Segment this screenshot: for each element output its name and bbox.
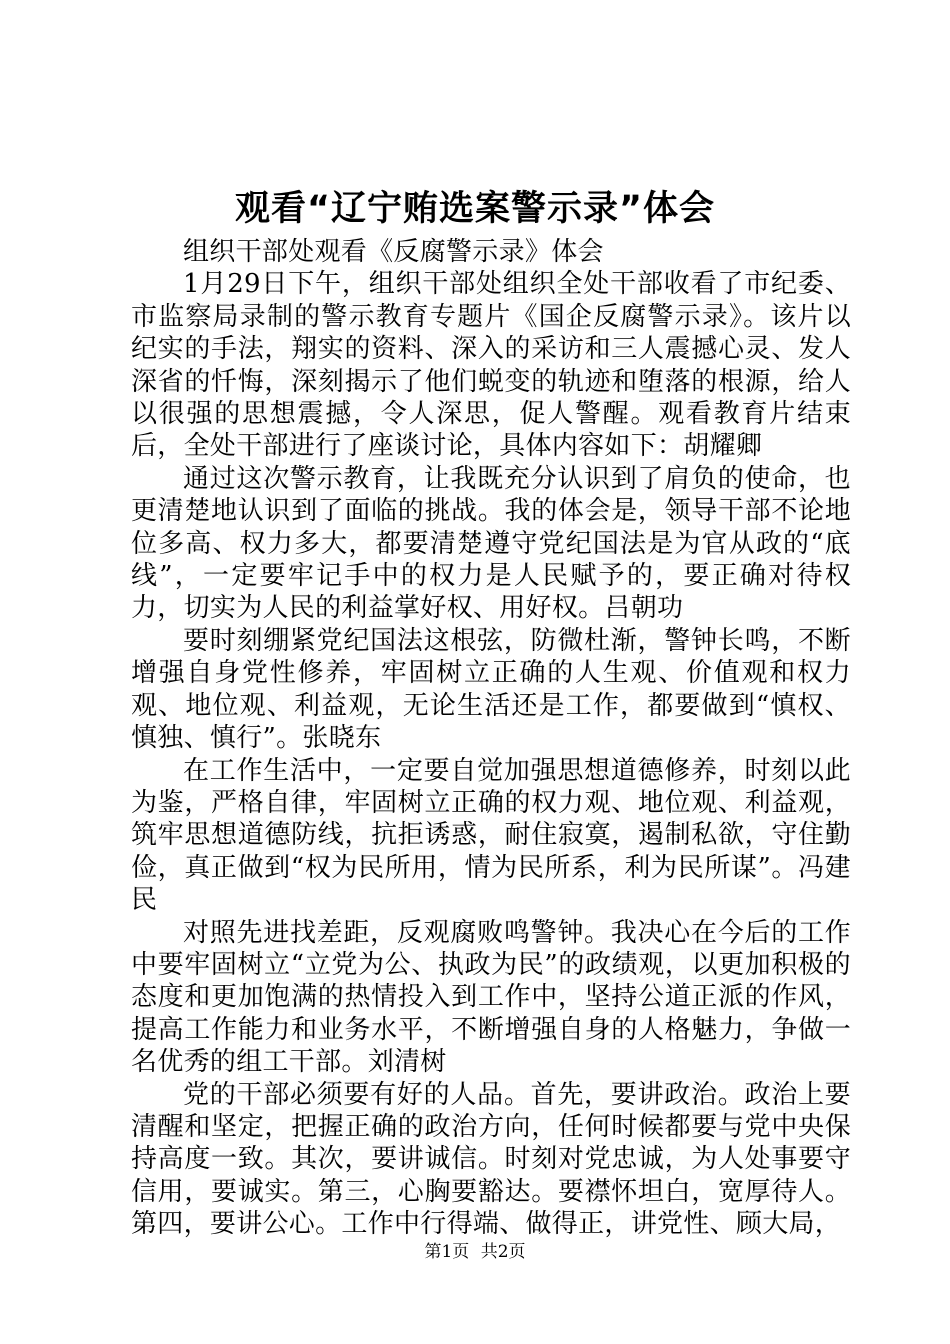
- paragraph: 在工作生活中，一定要自觉加强思想道德修养，时刻以此为鉴，严格自律，牢固树立正确的权力观、地位观、利益观，筑牢思想道德防线，抗拒诱惑，耐住寂寞，遏制私欲，守住勤俭，真正做到“权为民所用，情为民所系，利为民所谋”。冯建民: [131, 755, 851, 916]
- paragraph: 通过这次警示教育，让我既充分认识到了肩负的使命，也更清楚地认识到了面临的挑战。我的体会是，领导干部不论地位多高、权力多大，都要清楚遵守党纪国法是为官从政的“底线”，一定要牢记手中的权力是人民赋予的，要正确对待权力，切实为人民的利益掌好权、用好权。吕朝功: [131, 463, 851, 624]
- page-number-current: 第1页: [424, 1242, 470, 1262]
- paragraph-subtitle: 组织干部处观看《反腐警示录》体会: [183, 237, 604, 267]
- paragraph: 党的干部必须要有好的人品。首先，要讲政治。政治上要清醒和坚定，把握正确的政治方向，任何时候都要与党中央保持高度一致。其次，要讲诚信。时刻对党忠诚，为人处事要守信用，要诚实。第三，心胸要豁达。要襟怀坦白，宽厚待人。第四，要讲公心。工作中行得端、做得正，讲党性、顾大局，: [131, 1079, 851, 1240]
- document-body: [131, 236, 851, 1241]
- document-title: 观看“辽宁贿选案警示录”体会: [234, 189, 715, 229]
- paragraph: 1月29日下午，组织干部处组织全处干部收看了市纪委、市监察局录制的警示教育专题片《国企反腐警示录》。该片以纪实的手法，翔实的资料、深入的采访和三人震撼心灵、发人深省的忏悔，深刻揭示了他们蜕变的轨迹和堕落的根源，给人以很强的思想震撼，令人深思，促人警醒。观看教育片结束后，全处干部进行了座谈讨论，具体内容如下：胡耀卿: [131, 269, 851, 462]
- paragraph: 对照先进找差距，反观腐败鸣警钟。我决心在今后的工作中要牢固树立“立党为公、执政为民”的政绩观，以更加积极的态度和更加饱满的热情投入到工作中，坚持公道正派的作风，提高工作能力和业务水平，不断增强自身的人格魅力，争做一名优秀的组工干部。刘清树: [131, 917, 851, 1078]
- paragraph: 要时刻绷紧党纪国法这根弦，防微杜渐，警钟长鸣，不断增强自身党性修养，牢固树立正确的人生观、价值观和权力观、地位观、利益观，无论生活还是工作，都要做到“慎权、慎独、慎行”。张晓东: [131, 625, 851, 754]
- page-footer: [0, 1240, 950, 1264]
- page-number-total: 共2页: [480, 1242, 526, 1262]
